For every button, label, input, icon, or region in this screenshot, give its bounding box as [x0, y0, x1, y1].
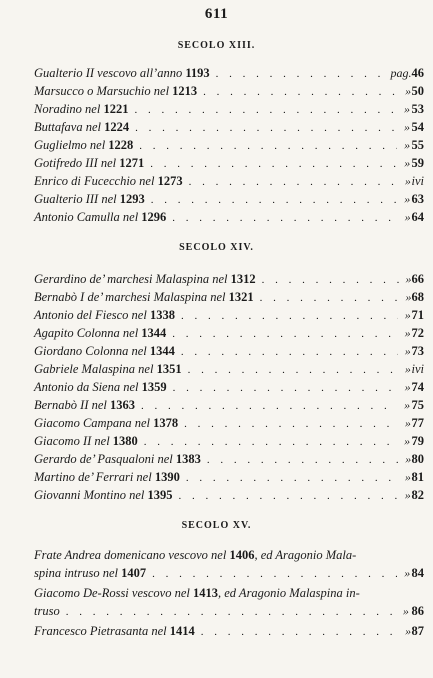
toc-entry: Antonio Camulla nel 1296 . . . » 64 [34, 210, 424, 228]
toc-entry-line2: truso . . . » 86 [34, 604, 424, 622]
toc-entry-line1: Giacomo De-Rossi vescovo nel 1413, ed Aragonio Malaspina in- [34, 586, 360, 600]
toc-entry: Gerardo de’ Pasqualoni nel 1383 . . . » 80 [34, 452, 424, 470]
toc-entry: Giovanni Montino nel 1395 . . . » 82 [34, 488, 424, 506]
section-title-xiii: SECOLO XIII. [177, 40, 256, 51]
toc-entry: Giacomo Campana nel 1378 . . . » 77 [34, 416, 424, 434]
toc-entry-line1: Frate Andrea domenicano vescovo nel 1406, ed Aragonio Mala- [34, 548, 357, 562]
toc-entry: Francesco Pietrasanta nel 1414 . . . » 87 [34, 624, 424, 642]
section-title-xiv: SECOLO XIV. [179, 242, 254, 253]
toc-entry: Antonio del Fiesco nel 1338 . . . » 71 [34, 308, 424, 326]
toc-entry: Gerardino de’ marchesi Malaspina nel 1312 . . . » 66 [34, 272, 424, 290]
toc-entry: Agapito Colonna nel 1344 . . . » 72 [34, 326, 424, 344]
toc-entry-line2: spina intruso nel 1407 . . . » 84 [34, 566, 424, 584]
toc-entry: Gotifredo III nel 1271 . . . » 59 [34, 156, 424, 174]
toc-entry: Martino de’ Ferrari nel 1390 . . . » 81 [34, 470, 424, 488]
toc-entry: Marsucco o Marsuchio nel 1213 . . . » 50 [34, 84, 424, 102]
toc-entry: Noradino nel 1221 . . . » 53 [34, 102, 424, 120]
toc-entry: Gabriele Malaspina nel 1351 . . . » ivi [34, 362, 424, 380]
toc-entry: Buttafava nel 1224 . . . » 54 [34, 120, 424, 138]
toc-entry: Gualterio II vescovo all’anno 1193 . . . pag. 46 [34, 66, 424, 84]
toc-entry: Guglielmo nel 1228 . . . » 55 [34, 138, 424, 156]
toc-entry: Gualterio III nel 1293 . . . » 63 [34, 192, 424, 210]
toc-entry: Antonio da Siena nel 1359 . . . » 74 [34, 380, 424, 398]
toc-entry: Giacomo II nel 1380 . . . » 79 [34, 434, 424, 452]
page-number: 611 [204, 6, 229, 22]
toc-entry: Bernabò II nel 1363 . . . » 75 [34, 398, 424, 416]
toc-entry: Giordano Colonna nel 1344 . . . » 73 [34, 344, 424, 362]
toc-entry: Enrico di Fucecchio nel 1273 . . . » ivi [34, 174, 424, 192]
section-title-xv: SECOLO XV. [181, 520, 252, 531]
toc-entry: Bernabò I de’ marchesi Malaspina nel 1321 . . . » 68 [34, 290, 424, 308]
